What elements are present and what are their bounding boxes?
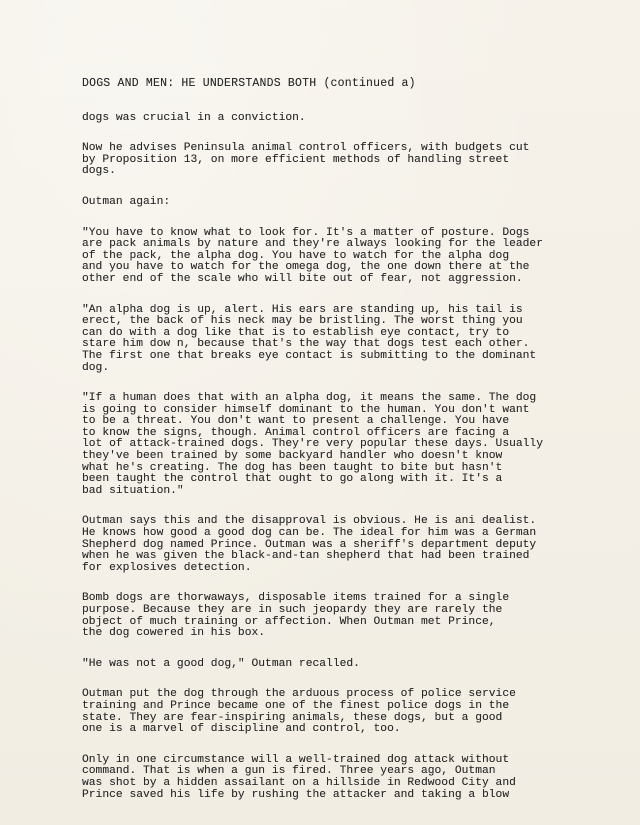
text-line: can do with a dog like that is to establish eye contact, try to: [82, 326, 510, 339]
text-line: of the pack, the alpha dog. You have to watch for the alpha dog: [82, 249, 510, 262]
text-line: Bomb dogs are thorwaways, disposable items trained for a single: [82, 592, 510, 605]
text-line: erect, the back of his neck may be bristling. The worst thing you: [82, 315, 523, 328]
text-line: the dog cowered in his box.: [82, 627, 266, 640]
text-line: other end of the scale who will bite out of fear, not aggression.: [82, 272, 523, 285]
text-line: and you have to watch for the omega dog, the one down there at the: [82, 261, 530, 274]
text-line: command. That is when a gun is fired. Three years ago, Outman: [82, 765, 496, 778]
text-line: He knows how good a good dog can be. The ideal for him was a German: [82, 527, 537, 540]
paragraph-7: [82, 516, 602, 574]
text-line: is going to consider himself dominant to the human. You don't want: [82, 403, 530, 416]
text-line: dogs was crucial in a conviction.: [82, 111, 306, 124]
paragraph-4: [82, 228, 602, 286]
text-line: state. They are fear-inspiring animals, these dogs, but a good: [82, 711, 503, 724]
text-line: Now he advises Peninsula animal control officers, with budgets cut: [82, 142, 530, 155]
text-line: dogs.: [82, 165, 116, 178]
text-line: "An alpha dog is up, alert. His ears are standing up, his tail is: [82, 303, 523, 316]
text-line: "If a human does that with an alpha dog, it means the same. The dog: [82, 392, 537, 405]
text-line: by Proposition 13, on more efficient methods of handling street: [82, 153, 510, 166]
text-line: to know the signs, though. Animal control officers are facing a: [82, 426, 510, 439]
text-line: The first one that breaks eye contact is submitting to the dominant: [82, 349, 537, 362]
text-line: purpose. Because they are in such jeopardy they are rarely the: [82, 604, 503, 616]
paragraph-6: [82, 393, 602, 497]
text-line: Prince saved his life by rushing the attacker and taking a blow: [82, 788, 510, 801]
document-body: [82, 78, 602, 820]
paragraph-1: [82, 113, 602, 125]
text-line: one is a marvel of discipline and control, too.: [82, 723, 401, 736]
text-line: to be a threat. You don't want to present a challenge. You have: [82, 415, 510, 428]
paragraph-8: [82, 593, 602, 639]
text-line: Outman says this and the disapproval is obvious. He is ani dealist.: [82, 515, 537, 528]
text-line: Only in one circumstance will a well-trained dog attack without: [82, 753, 510, 766]
text-line: lot of attack-trained dogs. They're very popular these days. Usually: [82, 438, 543, 451]
text-line: object of much training or affection. When Outman met Prince,: [82, 615, 496, 628]
text-line: training and Prince became one of the finest police dogs in the: [82, 699, 510, 712]
text-line: they've been trained by some backyard handler who doesn't know: [82, 450, 503, 463]
page-heading: DOGS AND MEN: HE UNDERSTANDS BOTH (continued a): [82, 77, 416, 90]
text-line: "You have to know what to look for. It's a matter of posture. Dogs: [82, 226, 530, 239]
paragraph-3: [82, 197, 602, 209]
text-line: Shepherd dog named Prince. Outman was a sheriff's department deputy: [82, 538, 537, 551]
text-line: was shot by a hidden assailant on a hillside in Redwood City and: [82, 776, 516, 789]
text-line: for explosives detection.: [82, 561, 252, 574]
text-line: bad situation.": [82, 484, 184, 497]
text-line: "He was not a good dog," Outman recalled.: [82, 657, 360, 670]
text-line: are pack animals by nature and they're always looking for the leader: [82, 238, 543, 251]
paragraph-5: [82, 305, 602, 375]
text-line: what he's creating. The dog has been taught to bite but hasn't: [82, 461, 503, 474]
text-line: dog.: [82, 361, 110, 374]
text-line: stare him dow n, because that's the way that dogs test each other.: [82, 338, 530, 351]
paragraph-10: [82, 689, 602, 735]
paragraph-2: [82, 143, 602, 178]
text-line: Outman put the dog through the arduous process of police service: [82, 688, 516, 701]
text-line: when he was given the black-and-tan shepherd that had been trained: [82, 550, 530, 563]
paragraph-11: [82, 755, 602, 801]
text-line: Outman again:: [82, 195, 171, 208]
paragraph-9: [82, 659, 602, 671]
text-line: been taught the control that ought to go along with it. It's a: [82, 473, 503, 486]
